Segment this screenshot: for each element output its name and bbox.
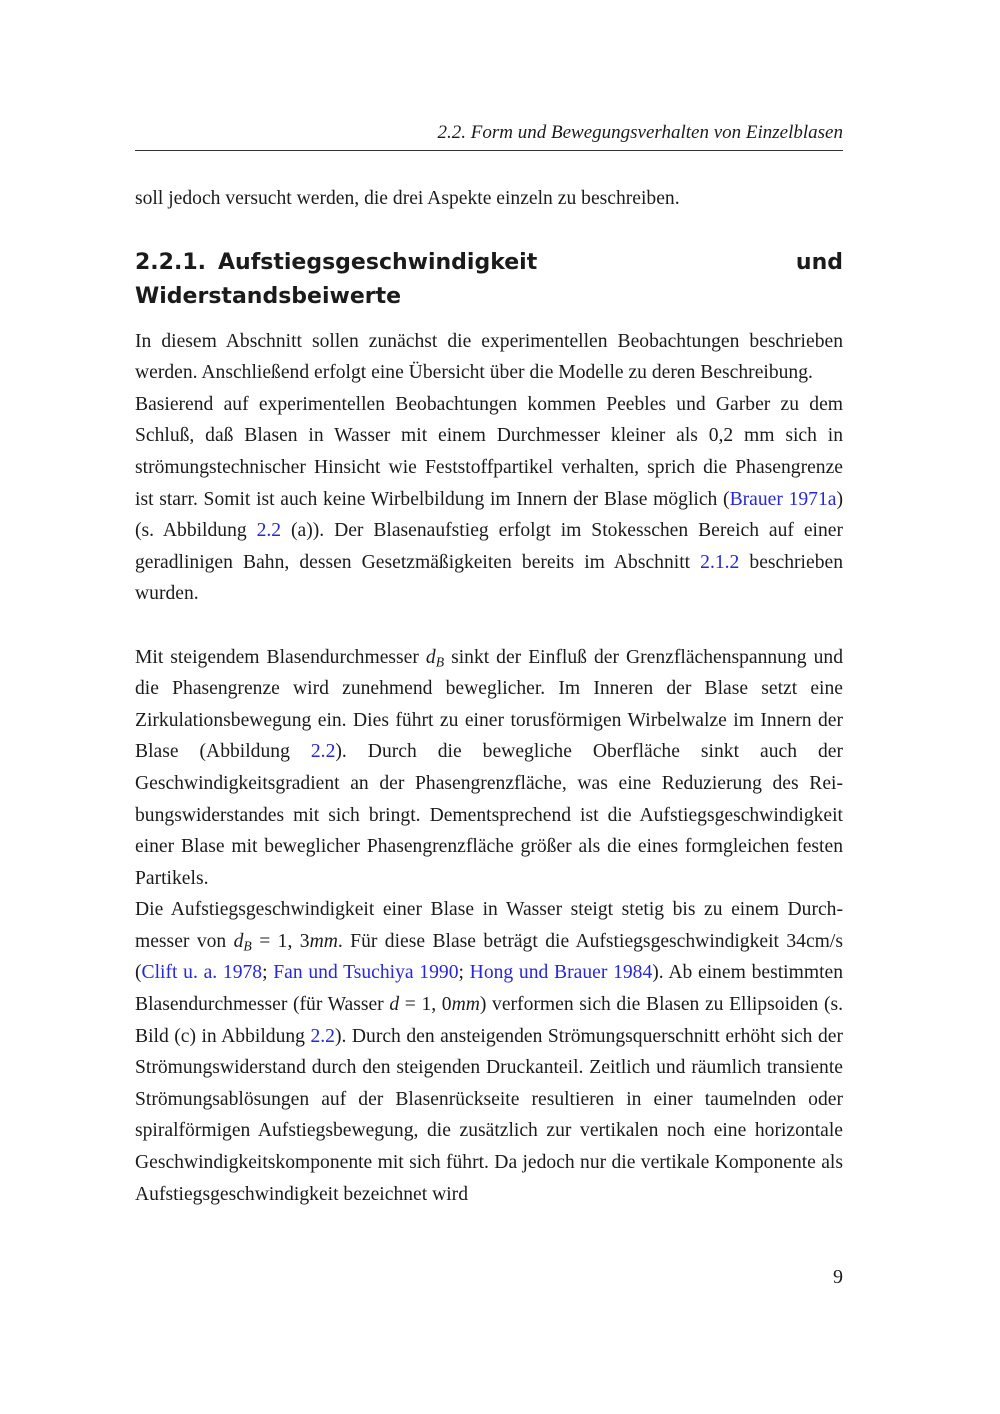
figure-link-2-2[interactable]: 2.2 (256, 520, 282, 542)
text-run: beschrieben wurden. (135, 551, 843, 605)
math-subscript: B (243, 938, 252, 954)
text-run: ) (s. Abbildung (135, 488, 843, 542)
math-variable: d (389, 994, 400, 1016)
math-unit: mm (309, 930, 338, 952)
math-variable: d (425, 646, 436, 668)
page-body (135, 183, 843, 1210)
running-title: 2.2. Form und Bewegungsverhalten von Einzelblasen (437, 122, 843, 143)
section-title: Aufstiegsgeschwindigkeit und Widerstandsbeiwerte (135, 249, 843, 309)
section-link-2-1-2[interactable]: 2.1.2 (700, 551, 740, 573)
math-equation: = 1, 0 (399, 994, 452, 1016)
paragraph-2 (135, 389, 843, 610)
paragraph-3 (135, 642, 843, 895)
intro-line: soll jedoch versucht werden, die drei Aspekte einzeln zu beschreiben. (135, 188, 680, 209)
math-equation: = 1, 3 (251, 930, 310, 952)
text-run: ; (262, 962, 274, 984)
text-run: Mit steigendem Blasendurchmesser (135, 646, 426, 668)
paragraph-gap (135, 610, 843, 642)
text-run: ) verformen sich die Blasen zu Ellipsoiden (s. Bild (c) in Abbildung (135, 994, 843, 1047)
text-run: Die Aufstiegsgeschwindigkeit einer Blase in Wasser steigt stetig bis zu einem Durchmesser von (135, 899, 843, 952)
section-heading (135, 246, 843, 314)
text-run: ; (458, 962, 470, 984)
math-variable: d (233, 930, 244, 952)
text-run: sinkt der Einfluß der Grenzflächenspannung und die Phasengrenze wird zunehmend beweglicher. Im Inneren der Blase setzt eine Zirkulationsbewegung ein. Dies führt zu einer torusförmigen Wirbelwalze im Innern der Blase (Abbildung (135, 646, 843, 763)
text-run: (a)). Der Blasenaufstieg erfolgt im Stokesschen Bereich auf einer geradlinigen Bahn, dessen Gesetzmäßigkeiten bereits im Abschnitt (135, 520, 843, 573)
math-subscript: B (435, 653, 445, 669)
text-run: . Für diese Blase beträgt die Aufstiegsgeschwindigkeit 34cm/s ( (135, 930, 843, 984)
citation-link-fan-tsuchiya-1990[interactable]: Fan und Tsuchiya 1990 (273, 962, 459, 984)
math-unit: mm (451, 994, 480, 1016)
text-run: ). Ab einem bestimmten Blasendurchmesser (für Wasser (135, 962, 844, 1016)
text-run: ). Durch den ansteigenden Strömungsquerschnitt erhöht sich der Strömungswiderstand durch den steigenden Druckanteil. Zeitlich und räumlich transiente Strömungsablösungen auf der Blasenrückseite resultieren in einer taumelnden oder spiralförmigen Aufstiegsbewegung, die zusätzlich zur vertikalen noch eine horizontale Geschwindigkeitskomponente mit sich führt. Da jedoch nur die vertikale Komponente als Aufstiegsgeschwindigkeit bezeichnet wird (135, 1025, 843, 1205)
running-header (135, 118, 843, 151)
citation-link-clift-1978[interactable]: Clift u. a. 1978 (141, 962, 263, 984)
section-number: 2.2.1. (135, 249, 206, 275)
figure-link-2-2[interactable]: 2.2 (310, 741, 336, 763)
paragraph-4 (135, 894, 843, 1210)
figure-link-2-2[interactable]: 2.2 (310, 1025, 335, 1047)
citation-link-hong-brauer-1984[interactable]: Hong und Brauer 1984 (469, 962, 653, 984)
page-number: 9 (833, 1266, 843, 1288)
text-run: ). Durch die bewegliche Oberfläche sinkt auch der Geschwindigkeitsgradient an der Phasengrenzfläche, was eine Reduzierung des Reibungswiderstandes mit sich bringt. Dementsprechend ist die Aufstiegsgeschwindigkeit einer Blase mit beweglicher Phasengrenzfläche größer als die eines formgleichen festen Partikels. (135, 741, 844, 889)
paragraph-1: In diesem Abschnitt sollen zunächst die experimentellen Beobachtungen beschrieben werden. Anschließend erfolgt eine Übersicht über die Modelle zu deren Beschreibung. (135, 330, 843, 384)
citation-link-brauer-1971a[interactable]: Brauer 1971a (729, 488, 837, 510)
text-run: Basierend auf experimentellen Beobachtungen kommen Peebles und Garber zu dem Schluß, daß Blasen in Wasser mit einem Durchmesser kleiner als 0,2 mm sich in strömungstechnischer Hinsicht wie Feststoffpartikel verhalten, sprich die Phasengrenze ist starr. Somit ist auch keine Wirbelbildung im Innern der Blase möglich ( (135, 393, 843, 510)
